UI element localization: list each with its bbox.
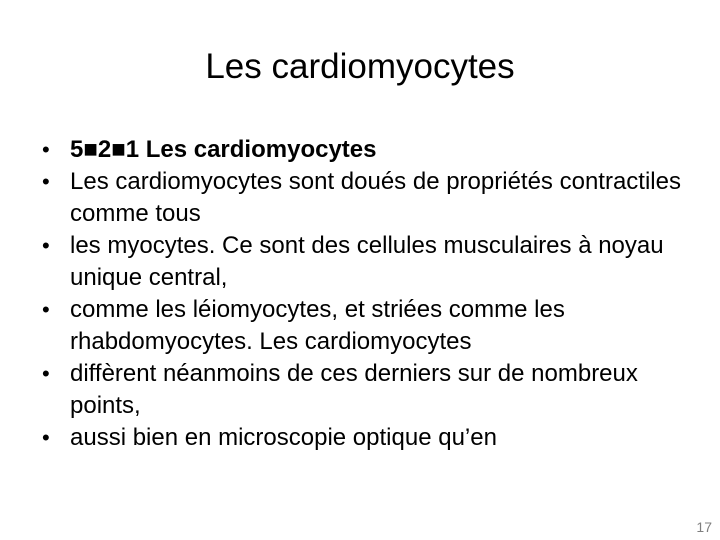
bullet-item (42, 294, 682, 358)
bullet-list (42, 134, 682, 454)
bullet-icon: • (42, 137, 50, 162)
bullet-text: comme les léiomyocytes, et striées comme les rhabdomyocytes. Les cardiomyocytes (70, 296, 565, 355)
bullet-text: Les cardiomyocytes sont doués de propriétés contractiles comme tous (70, 168, 681, 227)
bullet-icon: • (42, 169, 50, 194)
bullet-item (42, 358, 682, 422)
bullet-text: aussi bien en microscopie optique qu’en (70, 424, 497, 451)
bullet-item (42, 134, 682, 166)
bullet-icon: • (42, 233, 50, 258)
bullet-icon: • (42, 361, 50, 386)
bullet-icon: • (42, 297, 50, 322)
bullet-item (42, 230, 682, 294)
bullet-icon: • (42, 425, 50, 450)
bullet-text-heading: 5■2■1 Les cardiomyocytes (70, 136, 377, 163)
bullet-item (42, 166, 682, 230)
page-number: 17 (696, 519, 712, 535)
bullet-text: les myocytes. Ce sont des cellules musculaires à noyau unique central, (70, 232, 664, 291)
slide-title: Les cardiomyocytes (205, 47, 515, 86)
bullet-item (42, 422, 682, 454)
bullet-text: diffèrent néanmoins de ces derniers sur de nombreux points, (70, 360, 638, 419)
